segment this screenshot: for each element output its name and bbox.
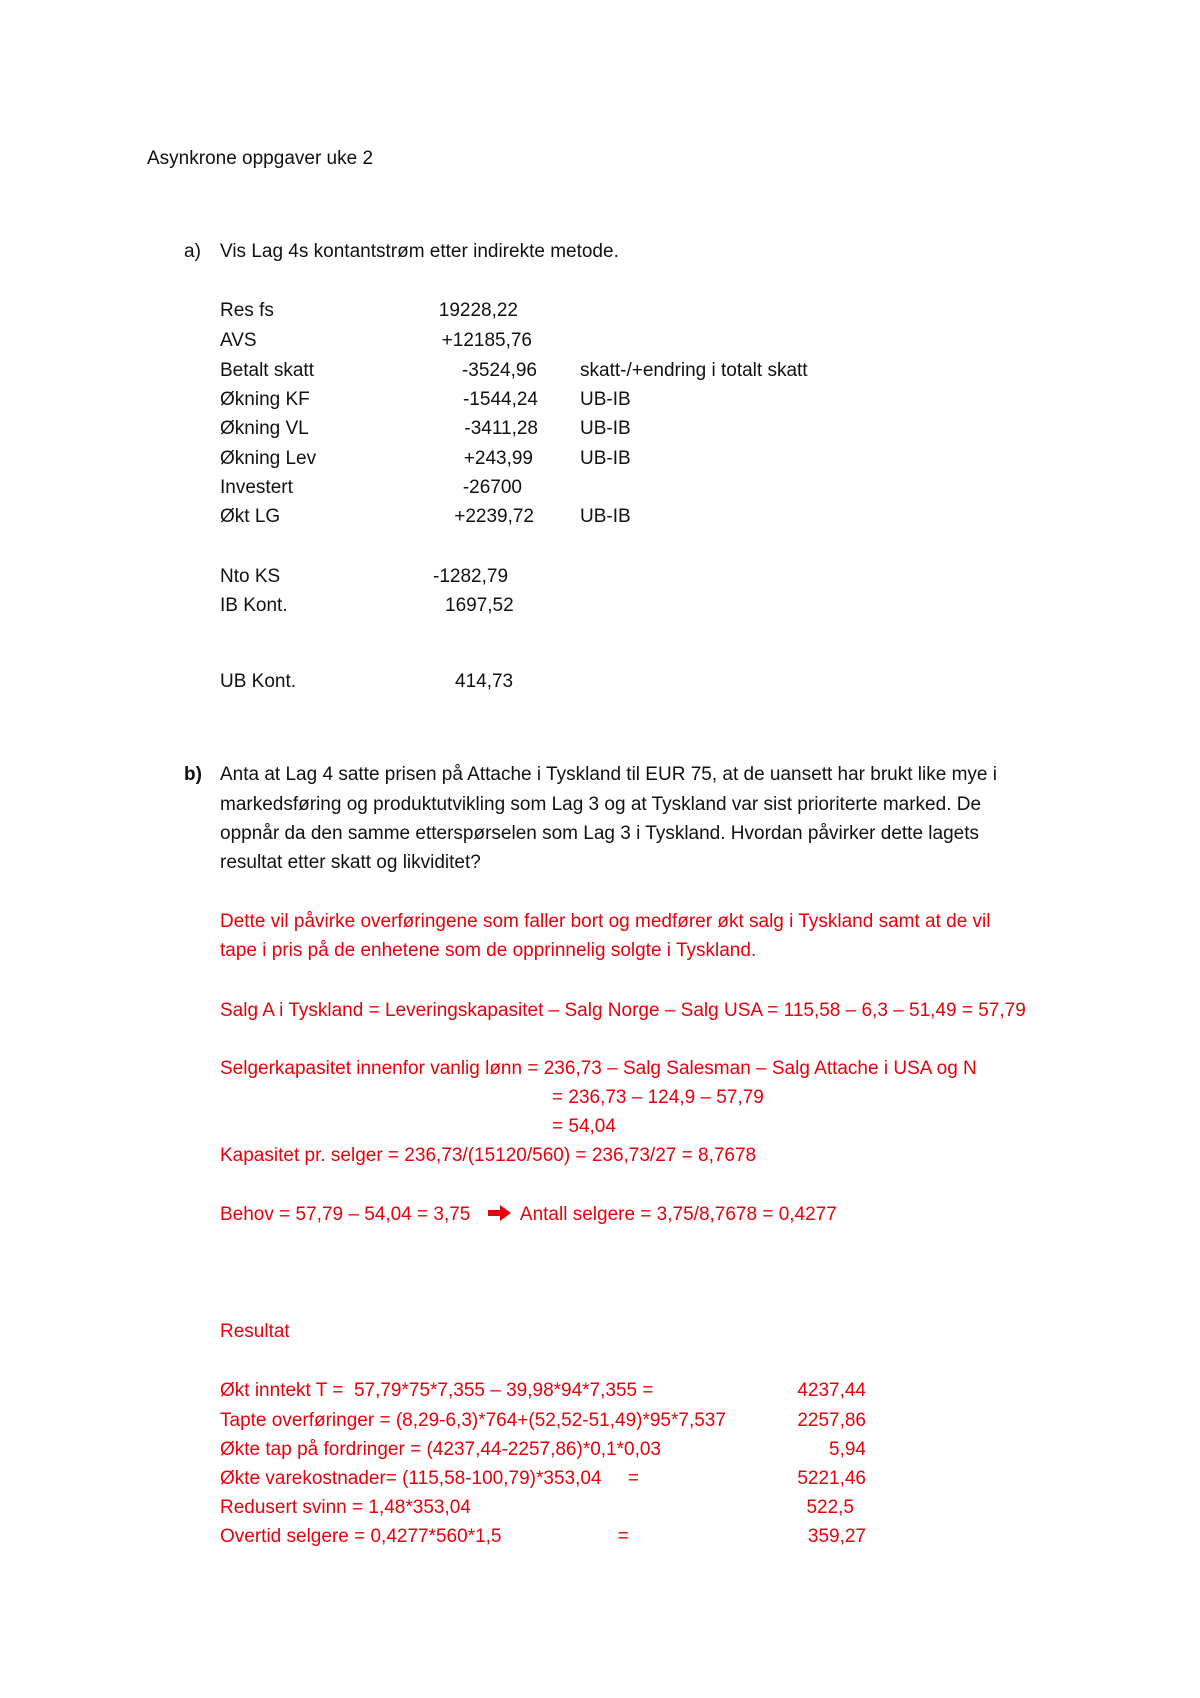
resultat-formula: Overtid selgere = 0,4277*560*1,5 =: [220, 1526, 629, 1547]
resultat-heading: Resultat: [220, 1321, 290, 1342]
question-b-line-3: oppnår da den samme etterspørselen som Lag 3 i Tyskland. Hvordan påvirker dette lagets: [220, 823, 979, 844]
question-b-line-2: markedsføring og produktutvikling som Lag 3 og at Tyskland var sist prioriterte marked. De: [220, 794, 982, 815]
cash-flow-label: Økt LG: [220, 506, 281, 527]
salg-a-formula: Salg A i Tyskland = Leveringskapasitet – Salg Norge – Salg USA = 115,58 – 6,3 – 51,49 = 57,79: [220, 1000, 1026, 1021]
resultat-value: 359,27: [807, 1526, 866, 1547]
resultat-formula: Redusert svinn = 1,48*353,04: [220, 1497, 471, 1518]
cash-flow-value: -3411,28: [464, 418, 538, 439]
resultat-value: 2257,86: [797, 1410, 866, 1431]
answer-line-2: tape i pris på de enhetene som de opprinnelig solgte i Tyskland.: [220, 940, 757, 961]
cash-flow-value: -1544,24: [462, 389, 538, 410]
cash-flow-value: +2239,72: [454, 506, 534, 527]
cash-flow-value: +12185,76: [441, 330, 532, 351]
cash-flow-value: -3524,96: [461, 360, 537, 381]
selgerkapasitet-line-3: = 54,04: [552, 1116, 616, 1137]
question-a-text: Vis Lag 4s kontantstrøm etter indirekte metode.: [220, 241, 619, 262]
cash-flow-label: Res fs: [220, 300, 274, 321]
behov-formula: Behov = 57,79 – 54,04 = 3,75: [220, 1204, 471, 1225]
question-b-line-1: Anta at Lag 4 satte prisen på Attache i Tyskland til EUR 75, at de uansett har brukt like mye i: [220, 764, 997, 785]
resultat-formula: Økte varekostnader= (115,58-100,79)*353,04 =: [220, 1468, 639, 1489]
antall-selgere-formula: Antall selgere = 3,75/8,7678 = 0,4277: [519, 1204, 837, 1225]
resultat-value: 5,94: [829, 1439, 866, 1460]
behov-line: [220, 1204, 837, 1228]
cash-flow-value: 19228,22: [438, 300, 518, 321]
nto-ks-value: -1282,79: [433, 566, 509, 587]
question-b-line-4: resultat etter skatt og likviditet?: [220, 852, 481, 873]
cash-flow-value: +243,99: [463, 448, 533, 469]
page-title: Asynkrone oppgaver uke 2: [147, 148, 374, 169]
right-arrow-icon: [486, 1204, 512, 1228]
cash-flow-note: UB-IB: [580, 389, 631, 410]
resultat-formula: Økte tap på fordringer = (4237,44-2257,86)*0,1*0,03: [220, 1439, 661, 1460]
resultat-value: 4237,44: [797, 1380, 866, 1401]
ib-kont-value: 1697,52: [445, 595, 514, 616]
kapasitet-formula: Kapasitet pr. selger = 236,73/(15120/560) = 236,73/27 = 8,7678: [220, 1145, 757, 1166]
question-b-label: b): [184, 764, 202, 785]
ub-kont-label: UB Kont.: [220, 671, 297, 692]
cash-flow-note: UB-IB: [580, 418, 631, 439]
cash-flow-label: AVS: [220, 330, 257, 351]
resultat-value: 5221,46: [797, 1468, 866, 1489]
cash-flow-note: UB-IB: [580, 506, 631, 527]
cash-flow-label: Betalt skatt: [220, 360, 314, 381]
nto-ks-label: Nto KS: [220, 566, 281, 587]
ib-kont-label: IB Kont.: [220, 595, 288, 616]
cash-flow-note: UB-IB: [580, 448, 631, 469]
question-a-label: a): [184, 241, 201, 262]
cash-flow-label: Økning VL: [220, 418, 309, 439]
cash-flow-label: Økning Lev: [220, 448, 317, 469]
selgerkapasitet-line-1: Selgerkapasitet innenfor vanlig lønn = 236,73 – Salg Salesman – Salg Attache i USA og N: [220, 1058, 977, 1079]
resultat-formula: Tapte overføringer = (8,29-6,3)*764+(52,52-51,49)*95*7,537: [220, 1410, 726, 1431]
answer-line-1: Dette vil påvirke overføringene som faller bort og medfører økt salg i Tyskland samt at de vil: [220, 911, 991, 932]
resultat-value: 522,5: [806, 1497, 854, 1518]
cash-flow-value: -26700: [462, 477, 522, 498]
cash-flow-label: Økning KF: [220, 389, 310, 410]
resultat-formula: Økt inntekt T = 57,79*75*7,355 – 39,98*94*7,355 =: [220, 1380, 654, 1401]
cash-flow-note: skatt-/+endring i totalt skatt: [580, 360, 808, 381]
selgerkapasitet-line-2: = 236,73 – 124,9 – 57,79: [552, 1087, 764, 1108]
ub-kont-value: 414,73: [455, 671, 514, 692]
cash-flow-label: Investert: [220, 477, 293, 498]
